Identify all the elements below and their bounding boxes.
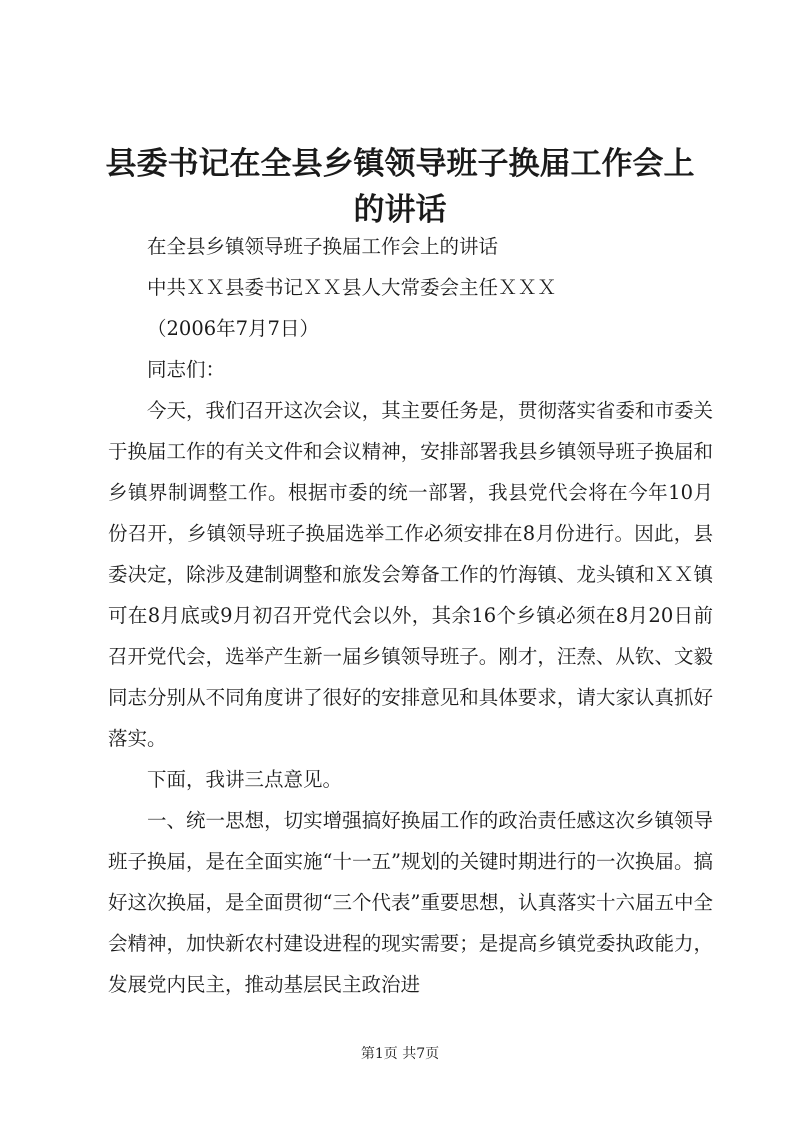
document-body (108, 226, 713, 1005)
speaker-line: 中共ＸＸ县委书记ＸＸ县人大常委会主任ＸＸＸ (147, 276, 557, 299)
salutation: 同志们： (147, 358, 226, 381)
date-line: （2006年7月7日） (147, 317, 319, 340)
body-paragraph: 今天，我们召开这次会议，其主要任务是，贯彻落实省委和市委关于换届工作的有关文件和会议精神，安排部署我县乡镇领导班子换届和乡镇界制调整工作。根据市委的统一部署，我县党代会将在今年10月份召开，乡镇领导班子换届选举工作必须安排在8月份进行。因此，县委决定，除涉及建制调整和旅发会筹备工作的竹海镇、龙头镇和ＸＸ镇可在8月底或9月初召开党代会以外，其余16个乡镇必须在8月20日前召开党代会，选举产生新一届乡镇领导班子。刚才，汪焘、从钦、文毅同志分别从不同角度讲了很好的安排意见和具体要求，请大家认真抓好落实。 (108, 399, 713, 750)
page-number: 第1页 共7页 (360, 1046, 440, 1062)
document-title: 县委书记在全县乡镇领导班子换届工作会上的讲话 (105, 146, 695, 228)
body-paragraph: 一、统一思想，切实增强搞好换届工作的政治责任感这次乡镇领导班子换届，是在全面实施“十一五”规划的关键时期进行的一次换届。搞好这次换届，是全面贯彻“三个代表”重要思想，认真落实十六届五中全会精神，加快新农村建设进程的现实需要；是提高乡镇党委执政能力，发展党内民主，推动基层民主政治进 (108, 809, 713, 996)
subtitle-paragraph: 在全县乡镇领导班子换届工作会上的讲话 (147, 235, 499, 258)
body-paragraph: 下面，我讲三点意见。 (147, 768, 343, 791)
